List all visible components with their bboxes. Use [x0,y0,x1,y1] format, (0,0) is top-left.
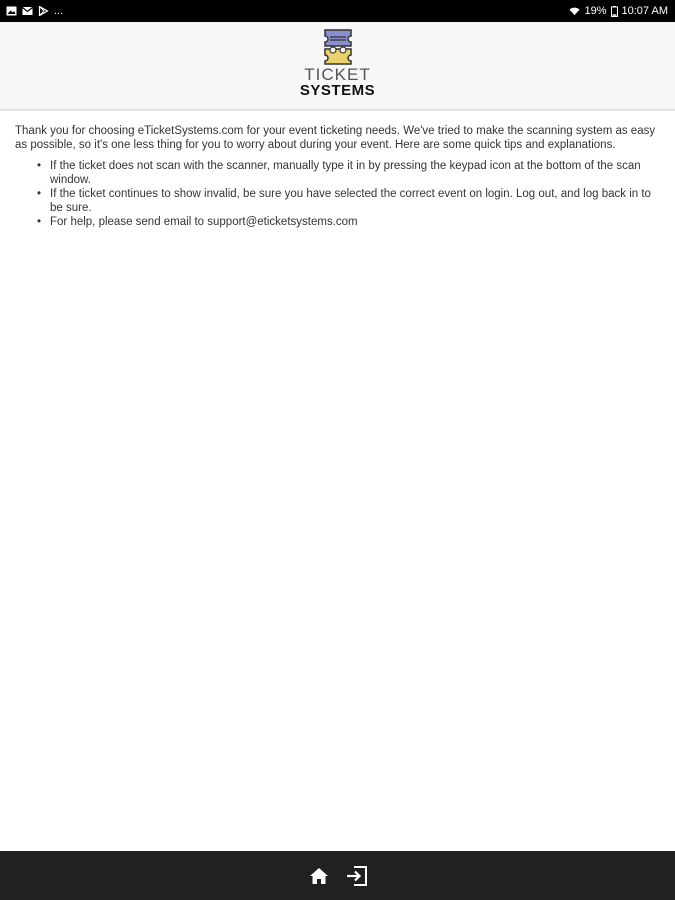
home-button[interactable] [307,864,331,888]
logout-button[interactable] [345,864,369,888]
play-store-icon [38,6,49,16]
tip-item: • If the ticket continues to show invalid, be sure you have selected the correct event on login. Log out, and log back in to be sure. [37,187,660,215]
mail-icon [22,6,33,16]
logo-text-systems: SYSTEMS [299,82,376,99]
status-bar [0,0,675,22]
help-content [15,124,660,229]
ticket-systems-logo-icon [321,28,355,66]
logo-text-ticket: TICKET [304,65,371,84]
logout-icon [346,865,368,887]
clock: 10:07 AM [621,5,668,17]
intro-paragraph: Thank you for choosing eTicketSystems.com for your event ticketing needs. We've tried to make the scanning system as easy as possible, so it's one less thing for you to worry about during your event. Here are some quick tips and explanations. [15,125,656,151]
tip-item: • For help, please send email to support@eticketsystems.com [37,215,660,229]
home-icon [309,866,329,886]
status-bar-notifications [6,5,63,17]
tip-item: • If the ticket does not scan with the scanner, manually type it in by pressing the keypad icon at the bottom of the scan window. [37,159,660,187]
image-icon [6,6,17,16]
app-header [0,22,675,111]
battery-icon [611,6,618,17]
wifi-icon [569,6,580,16]
overflow-indicator: ... [54,5,64,17]
logo [300,28,375,98]
bottom-nav-bar [0,851,675,900]
tips-list [15,159,660,229]
status-bar-system [569,5,668,17]
battery-percent: 19% [584,5,607,17]
